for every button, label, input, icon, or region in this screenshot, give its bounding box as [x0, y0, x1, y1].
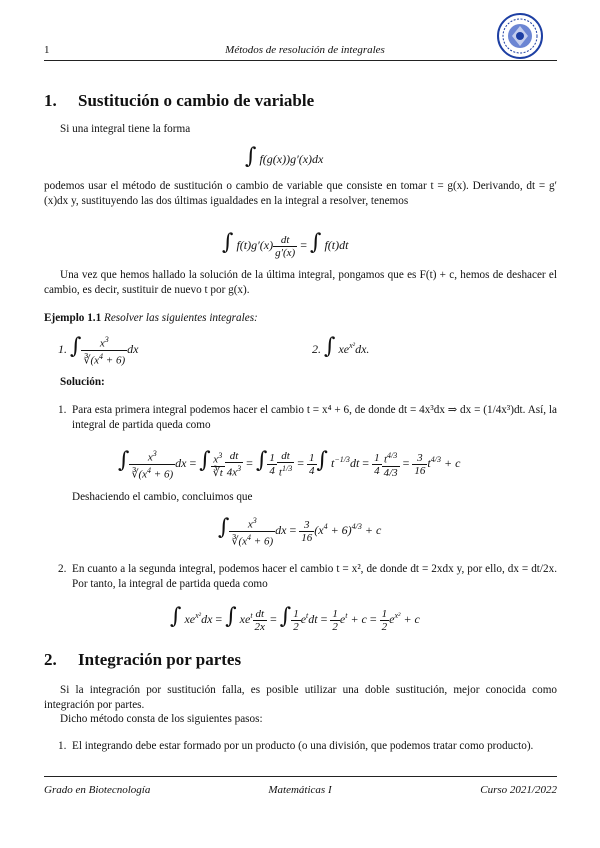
running-title: Métodos de resolución de integrales — [225, 44, 385, 56]
equation-general-form: ∫ f(g(x))g′(x)dx — [245, 144, 324, 169]
section-2-paragraph-2: Dicho método consta de los siguientes pasos: — [60, 713, 263, 725]
example-item-1: 1. ∫ $\frac{x^3}{∛(x^4 + 6)}$ dx — [58, 334, 139, 367]
solution-1-text: Para esta primera integral podemos hacer el cambio t = x⁴ + 6, de donde dt = 4x³dx ⇒ dx = (1/4x³)dt. Así, la integral de partida queda como — [72, 404, 557, 431]
example-statement: Resolver las siguientes integrales: — [103, 312, 258, 324]
section-2-item-1-number: 1. — [58, 740, 67, 752]
section-1-paragraph-3: Una vez que hemos hallado la solución de la última integral, pongamos que es F(t) + c, hemos de deshacer el cambio, es decir, sustituir de nuevo t por g(x). — [44, 269, 557, 296]
example-heading — [44, 311, 258, 326]
section-1-number: 1. — [44, 91, 57, 110]
footer-degree: Grado en Biotecnología — [44, 784, 151, 796]
solution-2-text: En cuanto a la segunda integral, podemos hacer el cambio t = x², de donde dt = 2xdx y, por ello, dx = dt/2x. Por tanto, la integral de partida queda como — [72, 563, 557, 590]
equation-solution-1-final: ∫ $\frac{x^3}{∛(x^4 + 6)}$ dx = $\frac{3}{16}$ $(x^4 + 6)^{4/3} + c$ — [218, 515, 382, 548]
section-1-paragraph-2: podemos usar el método de sustitución o cambio de variable que consiste en tomar t = g(x). Derivando, dt = g′(x)dx y, sustituyendo las dos últimas igualdades en la integral a resolver, tenemos — [44, 180, 557, 207]
footer-course: Curso 2021/2022 — [480, 784, 557, 796]
equation-substitution: ∫ f(t)g′(x) $\frac{dt}{g'(x)}$ = ∫ f(t)dt — [222, 230, 349, 259]
solution-1-number: 1. — [58, 404, 67, 416]
equation-solution-2: ∫ $xe^{x^2}dx$ = ∫ $xe^t$ $\frac{dt}{2x}$ = ∫ $\frac{1}{2}$ $e^tdt$ = $\frac{1}{2}$ $e^t + c$ = $\frac{1}{2}$ $e^{x^2} + c$ — [170, 604, 420, 633]
section-1-title: Sustitución o cambio de variable — [78, 91, 315, 110]
footer-subject: Matemáticas I — [268, 784, 332, 796]
section-2-paragraph-1: Si la integración por sustitución falla, es posible utilizar una doble sustitución, mejor conocida como integración por partes. — [44, 684, 557, 711]
solution-1-undo: Deshaciendo el cambio, concluimos que — [72, 491, 253, 503]
example-item-2: 2. ∫ $xe^{x^2}dx$. — [312, 334, 370, 359]
footer-rule — [44, 776, 557, 777]
page-number: 1 — [44, 44, 50, 56]
section-2-item-1: El integrando debe estar formado por un producto (o una división, que podemos tratar como producto). — [72, 740, 534, 752]
solution-2-number: 2. — [58, 563, 67, 575]
header-rule — [44, 60, 557, 61]
university-seal-logo — [496, 12, 544, 60]
section-2-number: 2. — [44, 650, 57, 669]
section-2-title: Integración por partes — [78, 650, 242, 669]
section-1-intro: Si una integral tiene la forma — [60, 123, 191, 135]
solution-label: Solución: — [60, 376, 105, 388]
equation-solution-1: ∫ $\frac{x^3}{∛(x^4 + 6)}$ dx = ∫ $\frac{x^3}{∛t}$ $\frac{dt}{4x^3}$ = ∫ $\frac{1}{4}$ $\frac{dt}{t^{1/3}}$ = $\frac{1}{4}$ ∫ $t^{-1/3}dt$ = $\frac{1}{4}$ $\frac{t^{4/3}}{4/3}$ = $\frac{3}{16}$ $t^{4/3} + c$ — [118, 448, 461, 481]
example-label: Ejemplo 1.1 — [44, 312, 102, 324]
